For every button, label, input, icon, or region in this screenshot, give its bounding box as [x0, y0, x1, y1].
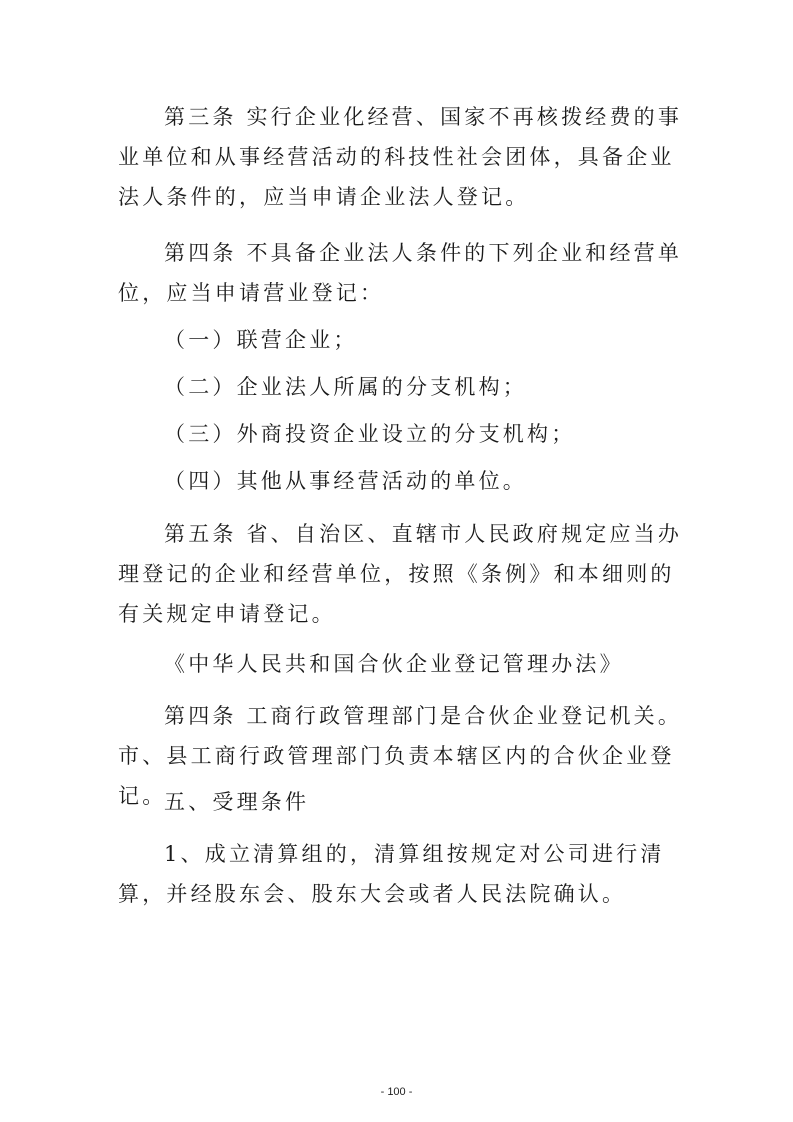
list-item-2: （二）企业法人所属的分支机构；: [164, 375, 527, 399]
page-number: - 100 -: [380, 1086, 413, 1098]
section-heading-acceptance-conditions: 五、受理条件: [164, 790, 310, 814]
list-item-3: （三）外商投资企业设立的分支机构；: [164, 422, 576, 446]
paragraph-article-5: 第五条 省、自治区、直辖市人民政府规定应当办理登记的企业和经营单位，按照《条例》和本细则的有关规定申请登记。: [118, 522, 683, 626]
paragraph-article-3: 第三条 实行企业化经营、国家不再核拨经费的事业单位和从事经营活动的科技性社会团体，具备企业法人条件的，应当申请企业法人登记。: [118, 105, 683, 209]
paragraph-partnership-article-4: 第四条 工商行政管理部门是合伙企业登记机关。市、县工商行政管理部门负责本辖区内的合伙企业登记。: [118, 704, 683, 808]
list-item-1: （一）联营企业；: [164, 328, 358, 352]
law-title: 《中华人民共和国合伙企业登记管理办法》: [164, 652, 624, 676]
paragraph-article-4: 第四条 不具备企业法人条件的下列企业和经营单位，应当申请营业登记：: [118, 241, 683, 305]
list-item-4: （四）其他从事经营活动的单位。: [164, 469, 527, 493]
condition-item-1: 1、成立清算组的，清算组按规定对公司进行清算，并经股东会、股东大会或者人民法院确认。: [118, 842, 665, 906]
